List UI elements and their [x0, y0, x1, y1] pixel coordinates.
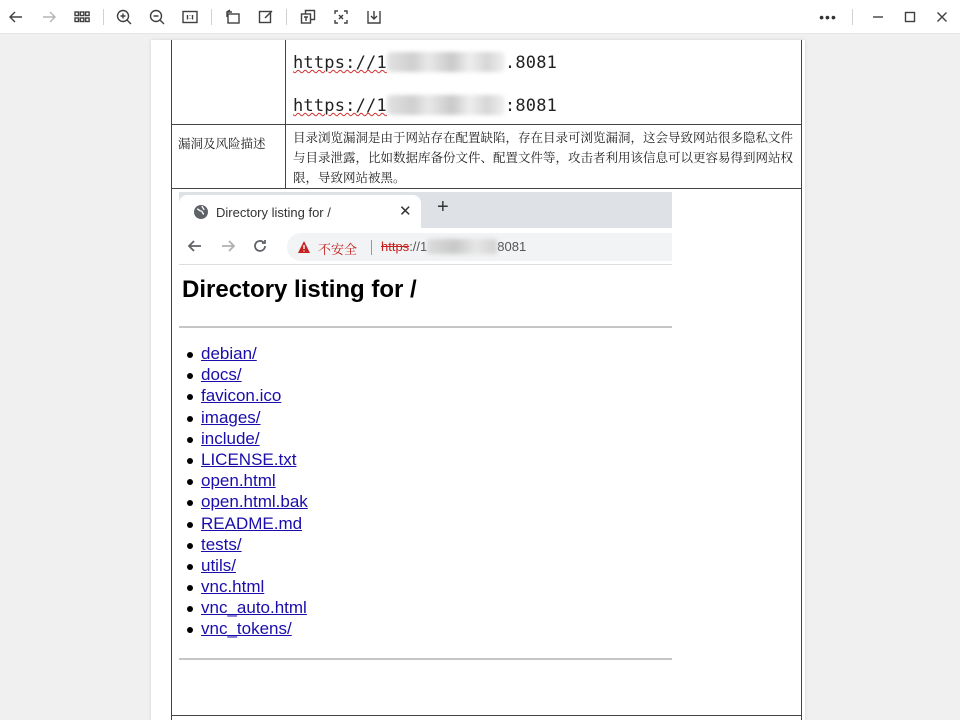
document-page [151, 40, 805, 720]
screenshot-row [172, 189, 801, 716]
directory-entry [201, 618, 308, 639]
edit-icon[interactable] [254, 5, 278, 29]
directory-entry [201, 449, 308, 470]
directory-entry [201, 428, 308, 449]
url-row-label-cell [172, 40, 286, 124]
save-icon[interactable] [362, 5, 386, 29]
url-2-suffix: :8081 [504, 96, 558, 116]
toolbar-divider [211, 9, 212, 25]
tab-close-icon: ✕ [399, 203, 412, 220]
directory-entry [201, 385, 308, 406]
directory-entry [201, 513, 308, 534]
forward-arrow-icon[interactable] [37, 5, 61, 29]
url-rest-prefix: ://1 [409, 239, 428, 254]
browser-address-bar [179, 228, 672, 265]
extract-text-icon[interactable] [296, 5, 320, 29]
zoom-in-icon[interactable] [112, 5, 136, 29]
browser-tab [179, 195, 421, 228]
toolbar-divider [103, 9, 104, 25]
directory-entry-link: favicon.ico [201, 386, 282, 406]
redaction-blur [387, 52, 505, 72]
reload-icon [251, 237, 269, 255]
directory-entry-link: debian/ [201, 344, 257, 363]
url-row [172, 40, 801, 125]
directory-entry [201, 576, 308, 597]
directory-entry-link: images/ [201, 407, 261, 427]
minimize-icon[interactable] [866, 5, 890, 29]
back-arrow-icon [186, 237, 204, 255]
directory-entry [201, 364, 308, 385]
url-line-2 [293, 95, 557, 116]
warning-triangle-icon [297, 240, 311, 254]
risk-description: 目录浏览漏洞是由于网站存在配置缺陷，存在目录可浏览漏洞，这会导致网站很多隐私文件与目录泄露，比如数据库备份文件、配置文件等，攻击者利用该信息可以更容易得到网站权限，导致网站被黑。 [293, 130, 794, 185]
url-rest-suffix: 8081 [497, 239, 527, 254]
thumbnails-grid-icon[interactable] [70, 5, 94, 29]
directory-entry [201, 491, 308, 512]
bottom-rule [179, 658, 672, 660]
close-icon[interactable] [930, 5, 954, 29]
fit-screen-icon[interactable] [329, 5, 353, 29]
url-1-prefix: https://1 [293, 53, 387, 73]
tab-title: Directory listing for / [216, 205, 331, 220]
back-arrow-icon[interactable] [4, 5, 28, 29]
report-table [171, 40, 802, 720]
zoom-out-icon[interactable] [145, 5, 169, 29]
redaction-blur [427, 239, 497, 254]
directory-entry-link: utils/ [201, 555, 236, 575]
directory-entry-link: vnc_auto.html [201, 598, 307, 618]
directory-entry [201, 470, 308, 491]
url-line-1 [293, 52, 557, 73]
directory-entry [201, 597, 308, 618]
url-2-prefix: https://1 [293, 96, 387, 116]
globe-icon [193, 204, 209, 220]
url-1-suffix: .8081 [504, 53, 558, 73]
directory-entry [201, 555, 308, 576]
risk-label-cell [172, 125, 286, 188]
directory-list [201, 343, 308, 640]
more-options-icon[interactable]: ••• [819, 9, 837, 25]
directory-entry-link: LICENSE.txt [201, 449, 297, 469]
forward-arrow-icon [219, 237, 237, 255]
rotate-icon[interactable] [221, 5, 245, 29]
document-viewport[interactable] [0, 35, 960, 720]
url-scheme: https [381, 239, 410, 254]
directory-entry [201, 343, 308, 364]
top-rule [179, 326, 672, 328]
directory-entry-link: tests/ [201, 534, 242, 554]
browser-tab-strip [179, 192, 672, 228]
omnibox-url [381, 239, 526, 254]
directory-entry-link: include/ [201, 428, 260, 448]
viewer-toolbar [0, 0, 960, 34]
directory-entry [201, 534, 308, 555]
omnibox-divider [371, 240, 372, 255]
directory-entry [201, 407, 308, 428]
redaction-blur [387, 95, 505, 115]
directory-entry-link: open.html [201, 471, 276, 491]
new-tab-icon: + [437, 196, 449, 218]
directory-heading: Directory listing for / [182, 276, 417, 303]
directory-entry-link: open.html.bak [201, 492, 308, 512]
risk-label: 漏洞及风险描述 [178, 136, 266, 151]
not-secure-label: 不安全 [318, 243, 358, 258]
toolbar-divider [852, 9, 853, 25]
maximize-icon[interactable] [898, 5, 922, 29]
directory-entry-link: vnc.html [201, 577, 265, 597]
risk-row [172, 125, 801, 189]
actual-size-icon[interactable] [178, 5, 202, 29]
directory-entry-link: vnc_tokens/ [201, 619, 292, 639]
directory-entry-link: docs/ [201, 365, 242, 385]
toolbar-divider [286, 9, 287, 25]
directory-entry-link: README.md [201, 513, 303, 533]
omnibox [287, 233, 672, 261]
browser-screenshot [179, 192, 672, 662]
